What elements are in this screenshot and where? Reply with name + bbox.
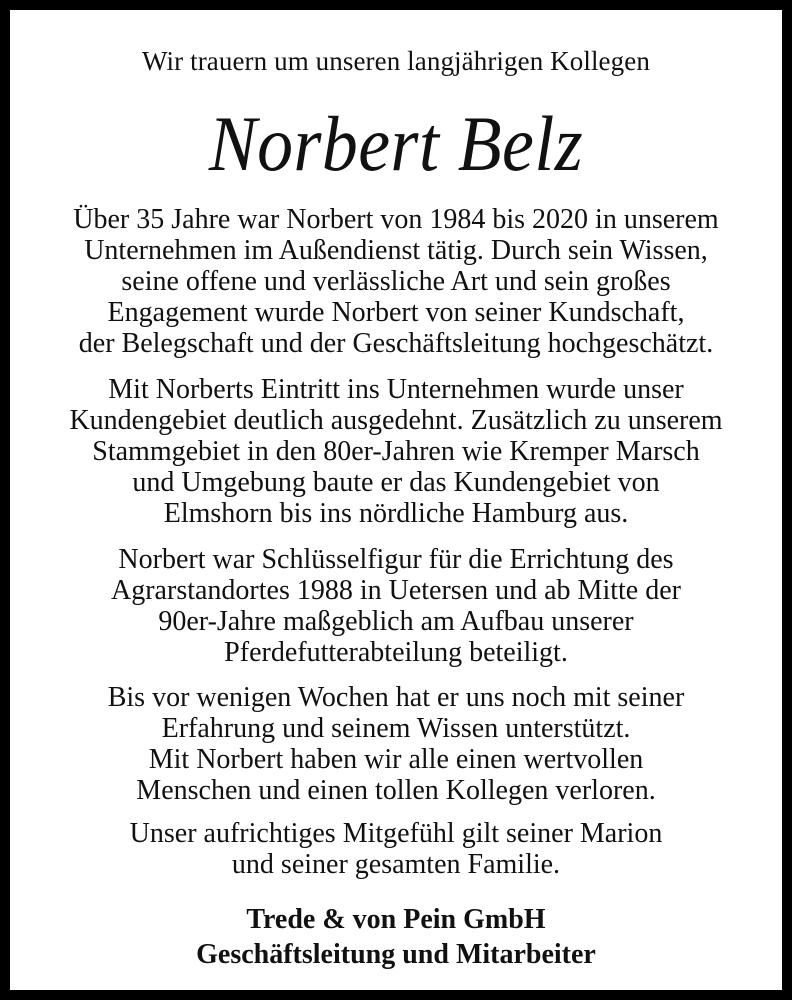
signature-team: Geschäftsleitung und Mitarbeiter <box>196 939 596 970</box>
paragraph-key-figure: Norbert war Schlüsselfigur für die Errichtung des Agrarstandortes 1988 in Uetersen und ab Mitte der 90er-Jahre maßgeblich am Aufbau unserer Pferdefutterabteilung beteiligt. <box>111 544 681 668</box>
paragraph-condolence: Unser aufrichtiges Mitgefühl gilt seiner Marion und seiner gesamten Familie. <box>129 818 663 880</box>
paragraph-career: Über 35 Jahre war Norbert von 1984 bis 2020 in unserem Unternehmen im Außendienst tätig. Durch sein Wissen, seine offene und verlässliche Art und sein großes Engagement wurde Norbert von seiner Kundschaft, der Belegschaft und der Geschäftsleitung hochgeschätzt. <box>73 204 719 359</box>
paragraph-territory: Mit Norberts Eintritt ins Unternehmen wurde unser Kundengebiet deutlich ausgedehnt. Zusätzlich zu unserem Stammgebiet in den 80er-Jahren wie Kremper Marsch und Umgebung baute er das Kundengebiet von Elmshorn bis ins nördliche Hamburg aus. <box>69 374 723 529</box>
intro-line: Wir trauern um unseren langjährigen Kollegen <box>142 46 650 76</box>
paragraph-farewell: Bis vor wenigen Wochen hat er uns noch mit seiner Erfahrung und seinem Wissen unterstützt. Mit Norbert haben wir alle einen wertvollen Menschen und einen tollen Kollegen verloren. <box>107 682 685 806</box>
signature-company: Trede & von Pein GmbH <box>246 904 546 935</box>
deceased-name: Norbert Belz <box>208 100 584 187</box>
